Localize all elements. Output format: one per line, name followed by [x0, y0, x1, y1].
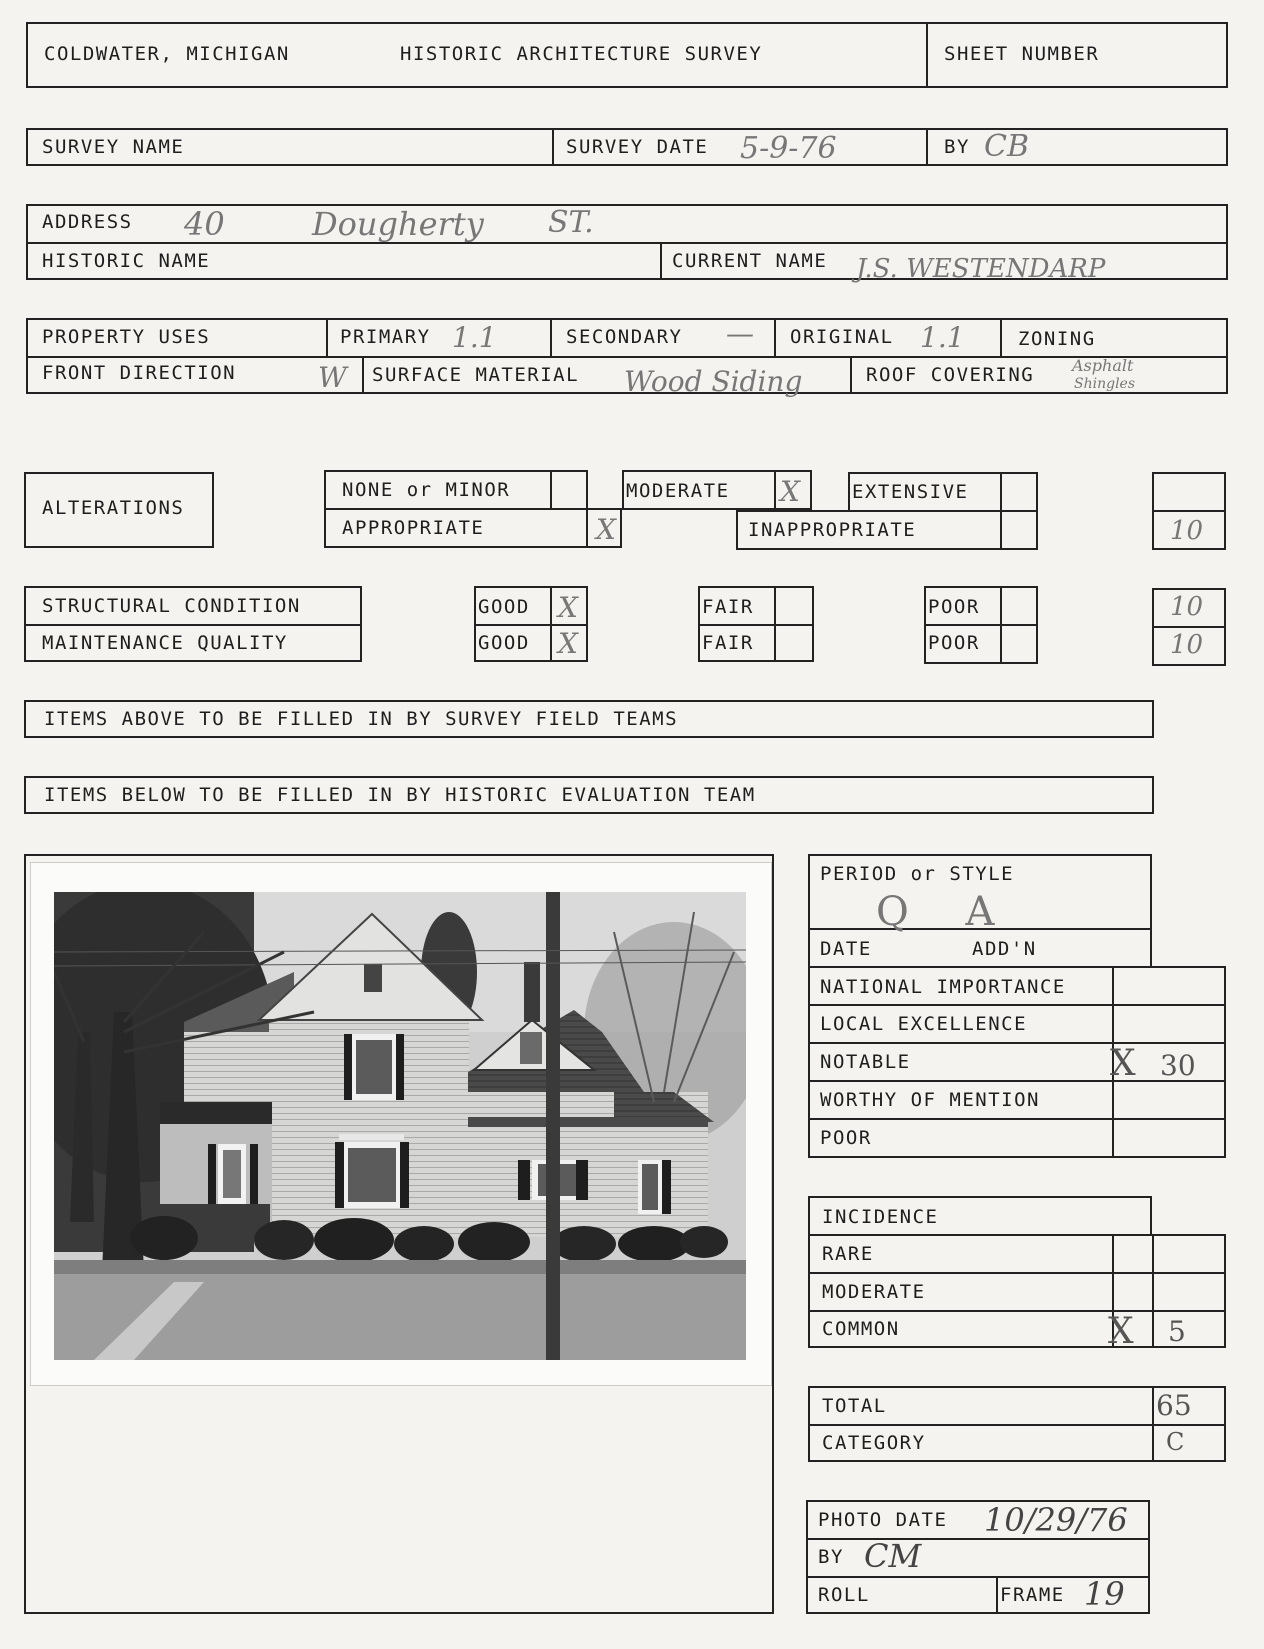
common-score: 5 [1168, 1315, 1186, 1348]
roll-label: ROLL [818, 1584, 870, 1606]
sheet-number-label: SHEET NUMBER [944, 43, 1100, 65]
roof-covering-label: ROOF COVERING [866, 364, 1035, 386]
common-label: COMMON [822, 1318, 900, 1340]
address-street: Dougherty [312, 205, 484, 243]
structural-fair-label: FAIR [702, 596, 754, 618]
current-name-value: J.S. WESTENDARP [856, 254, 1106, 284]
zoning-label: ZONING [1018, 328, 1096, 350]
house-photo [54, 892, 746, 1360]
address-number: 40 [184, 205, 225, 243]
alterations-extensive-label: EXTENSIVE [852, 481, 969, 503]
header-city: COLDWATER, MICHIGAN [44, 43, 290, 65]
survey-date-value: 5-9-76 [740, 131, 837, 166]
maintenance-fair-label: FAIR [702, 632, 754, 654]
alterations-moderate-mark: X [780, 475, 800, 508]
photo-date-value: 10/29/76 [984, 1501, 1128, 1539]
photo-by-value: CM [864, 1537, 922, 1575]
structural-good-mark: X [558, 591, 578, 624]
incidence-moderate-label: MODERATE [822, 1281, 926, 1303]
category-label: CATEGORY [822, 1432, 926, 1454]
maintenance-quality-label: MAINTENANCE QUALITY [42, 632, 288, 654]
survey-by-value: CB [984, 129, 1029, 164]
local-excellence-label: LOCAL EXCELLENCE [820, 1013, 1028, 1035]
house-photo-image [54, 892, 746, 1360]
frame-value: 19 [1084, 1575, 1125, 1613]
frame-label: FRAME [1000, 1584, 1065, 1606]
original-value: 1.1 [920, 321, 965, 354]
incidence-label: INCIDENCE [822, 1206, 939, 1228]
national-importance-label: NATIONAL IMPORTANCE [820, 976, 1066, 998]
total-label: TOTAL [822, 1395, 887, 1417]
maintenance-good-mark: X [558, 627, 578, 660]
front-direction-label: FRONT DIRECTION [42, 362, 237, 384]
alterations-appropriate-mark: X [596, 513, 616, 546]
survey-by-label: BY [944, 136, 970, 158]
front-direction-value: W [318, 361, 347, 394]
historic-name-label: HISTORIC NAME [42, 250, 211, 272]
maintenance-score: 10 [1170, 630, 1204, 660]
notable-mark: X [1110, 1043, 1136, 1084]
notable-label: NOTABLE [820, 1051, 911, 1073]
primary-value: 1.1 [452, 321, 497, 354]
note-below: ITEMS BELOW TO BE FILLED IN BY HISTORIC EVALUATION TEAM [44, 784, 756, 806]
structural-poor-label: POOR [928, 596, 980, 618]
maintenance-good-label: GOOD [478, 632, 530, 654]
current-name-label: CURRENT NAME [672, 250, 828, 272]
survey-date-label: SURVEY DATE [566, 136, 709, 158]
alterations-label: ALTERATIONS [42, 497, 185, 519]
common-mark: X [1108, 1311, 1134, 1352]
secondary-value: — [726, 317, 754, 350]
address-label: ADDRESS [42, 211, 133, 233]
rare-label: RARE [822, 1243, 874, 1265]
notable-score: 30 [1160, 1049, 1196, 1082]
category-value: C [1166, 1428, 1185, 1456]
roof-covering-value-2: Shingles [1074, 376, 1136, 392]
primary-label: PRIMARY [340, 326, 431, 348]
photo-date-label: PHOTO DATE [818, 1509, 948, 1531]
period-value: Q A [876, 889, 1017, 935]
date-label: DATE [820, 938, 872, 960]
period-label: PERIOD or STYLE [820, 863, 1015, 885]
alterations-none-label: NONE or MINOR [342, 479, 511, 501]
alterations-appropriate-label: APPROPRIATE [342, 517, 485, 539]
roof-covering-value-1: Asphalt [1072, 356, 1134, 375]
alterations-moderate-label: MODERATE [626, 480, 730, 502]
property-uses-label: PROPERTY USES [42, 326, 211, 348]
eval-poor-label: POOR [820, 1127, 872, 1149]
alterations-score: 10 [1170, 516, 1204, 546]
note-above: ITEMS ABOVE TO BE FILLED IN BY SURVEY FIELD TEAMS [44, 708, 679, 730]
maintenance-poor-label: POOR [928, 632, 980, 654]
original-label: ORIGINAL [790, 326, 894, 348]
structural-score: 10 [1170, 592, 1204, 622]
structural-condition-label: STRUCTURAL CONDITION [42, 595, 301, 617]
structural-good-label: GOOD [478, 596, 530, 618]
surface-material-label: SURFACE MATERIAL [372, 364, 580, 386]
addn-label: ADD'N [972, 938, 1037, 960]
survey-name-label: SURVEY NAME [42, 136, 185, 158]
alterations-inappropriate-label: INAPPROPRIATE [748, 519, 917, 541]
secondary-label: SECONDARY [566, 326, 683, 348]
photo-by-label: BY [818, 1546, 844, 1568]
address-suffix: ST. [548, 205, 594, 240]
surface-material-value: Wood Siding [624, 365, 803, 398]
header-title: HISTORIC ARCHITECTURE SURVEY [400, 43, 763, 65]
worthy-of-mention-label: WORTHY OF MENTION [820, 1089, 1040, 1111]
total-value: 65 [1156, 1389, 1192, 1422]
